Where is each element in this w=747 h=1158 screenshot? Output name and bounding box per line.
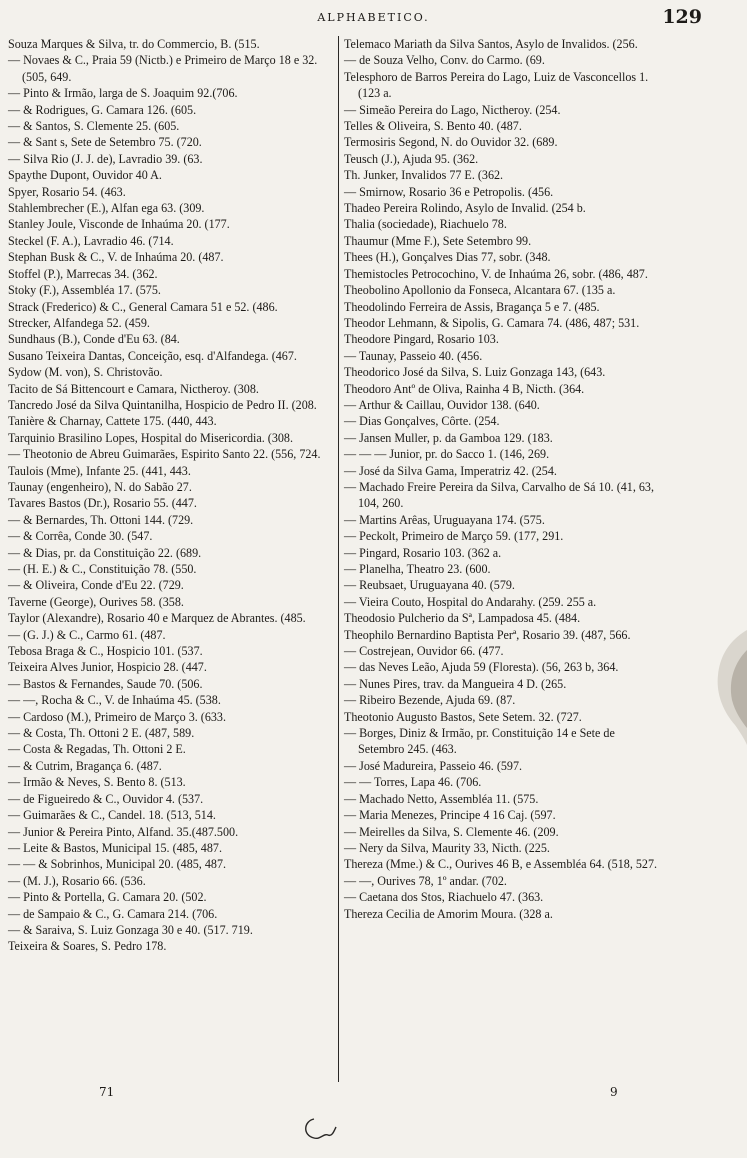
- directory-entry: — Maria Menezes, Principe 4 16 Caj. (597.: [344, 808, 556, 823]
- directory-entry: Termosiris Segond, N. do Ouvidor 32. (689.: [344, 135, 558, 150]
- directory-entry: — — — Junior, pr. do Sacco 1. (146, 269.: [344, 447, 550, 462]
- directory-entry: Sundhaus (B.), Conde d'Eu 63. (84.: [8, 332, 180, 347]
- directory-entry: — & Costa, Th. Ottoni 2 E. (487, 589.: [8, 726, 195, 741]
- directory-entry: — — & Sobrinhos, Municipal 20. (485, 487.: [8, 857, 227, 872]
- directory-entry: — de Figueiredo & C., Ouvidor 4. (537.: [8, 791, 204, 806]
- directory-entry: — Martins Arêas, Uruguayana 174. (575.: [344, 512, 545, 527]
- directory-entry: Stoky (F.), Assembléa 17. (575.: [8, 283, 161, 298]
- directory-entry: — José da Silva Gama, Imperatriz 42. (254.: [344, 463, 557, 478]
- directory-entry: — Guimarães & C., Candel. 18. (513, 514.: [8, 808, 216, 823]
- paper-stain: [690, 630, 747, 745]
- directory-entry: — Cardoso (M.), Primeiro de Março 3. (633.: [8, 709, 226, 724]
- page-number: 129: [662, 6, 702, 28]
- directory-entry: Theotonio Augusto Bastos, Sete Setem. 32. (727.: [344, 709, 582, 724]
- directory-entry: — & Bernardes, Th. Ottoni 144. (729.: [8, 512, 194, 527]
- directory-entry: Stoffel (P.), Marrecas 34. (362.: [8, 266, 158, 281]
- directory-entry: — Nunes Pires, trav. da Mangueira 4 D. (265.: [344, 676, 567, 691]
- directory-entry: Teixeira & Soares, S. Pedro 178.: [8, 939, 167, 954]
- directory-entry: — & Sant s, Sete de Setembro 75. (720.: [8, 135, 202, 150]
- directory-entry: — Machado Freire Pereira da Silva, Carvalho de Sá 10. (41, 63, 104, 260.: [344, 479, 654, 511]
- directory-entry: Thees (H.), Gonçalves Dias 77, sobr. (348.: [344, 250, 551, 265]
- directory-entry: Thereza (Mme.) & C., Ourives 46 B, e Assembléa 64. (518, 527.: [344, 857, 658, 872]
- directory-entry: Telles & Oliveira, S. Bento 40. (487.: [344, 119, 522, 134]
- directory-entry: — Meirelles da Silva, S. Clemente 46. (209.: [344, 824, 559, 839]
- directory-entry: — Dias Gonçalves, Côrte. (254.: [344, 414, 500, 429]
- directory-entry: Telesphoro de Barros Pereira do Lago, Luiz de Vasconcellos 1. (123 a.: [344, 69, 649, 101]
- directory-entry: Tavares Bastos (Dr.), Rosario 55. (447.: [8, 496, 197, 511]
- directory-entry: Theodoro Antº de Oliva, Rainha 4 B, Nicth. (364.: [344, 381, 585, 396]
- running-header: [0, 8, 747, 28]
- signature-mark-left: 71: [99, 1085, 115, 1099]
- directory-entry: Spyer, Rosario 54. (463.: [8, 184, 126, 199]
- directory-entry: — Vieira Couto, Hospital do Andarahy. (259. 255 a.: [344, 594, 597, 609]
- directory-entry: Teusch (J.), Ajuda 95. (362.: [344, 151, 479, 166]
- directory-entry: — José Madureira, Passeio 46. (597.: [344, 758, 523, 773]
- directory-entry: — de Souza Velho, Conv. do Carmo. (69.: [344, 53, 545, 68]
- directory-entry: Theophilo Bernardino Baptista Perª, Rosario 39. (487, 566.: [344, 627, 631, 642]
- signature-mark-right: 9: [610, 1085, 618, 1099]
- directory-entry: Thereza Cecilia de Amorim Moura. (328 a.: [344, 906, 553, 921]
- directory-entry: Theodore Pingard, Rosario 103.: [344, 332, 499, 347]
- directory-entry: — & Corrêa, Conde 30. (547.: [8, 529, 153, 544]
- directory-entry: — Pinto & Irmão, larga de S. Joaquim 92.(706.: [8, 86, 238, 101]
- directory-entry: Tebosa Braga & C., Hospicio 101. (537.: [8, 644, 203, 659]
- directory-entry: — de Sampaio & C., G. Camara 214. (706.: [8, 906, 218, 921]
- directory-entry: — Theotonio de Abreu Guimarães, Espirito Santo 22. (556, 724.: [8, 447, 321, 462]
- directory-entry: Tanière & Charnay, Cattete 175. (440, 443.: [8, 414, 217, 429]
- directory-entry: — & Dias, pr. da Constituição 22. (689.: [8, 545, 202, 560]
- directory-entry: — Costrejean, Ouvidor 66. (477.: [344, 644, 504, 659]
- directory-entry: — Silva Rio (J. J. de), Lavradio 39. (63.: [8, 151, 203, 166]
- ink-squiggle: [300, 1115, 340, 1143]
- directory-entry: — Machado Netto, Assembléa 11. (575.: [344, 791, 539, 806]
- directory-entry: Taunay (engenheiro), N. do Sabão 27.: [8, 479, 192, 494]
- directory-entry: — Pinto & Portella, G. Camara 20. (502.: [8, 890, 207, 905]
- directory-entry: Tancredo José da Silva Quintanilha, Hospicio de Pedro II. (208.: [8, 397, 317, 412]
- directory-entry: — Jansen Muller, p. da Gamboa 129. (183.: [344, 430, 553, 445]
- directory-entry: Susano Teixeira Dantas, Conceição, esq. d'Alfandega. (467.: [8, 348, 297, 363]
- directory-entry: — —, Ourives 78, 1º andar. (702.: [344, 873, 507, 888]
- directory-entry: — Planelha, Theatro 23. (600.: [344, 562, 491, 576]
- directory-entry: — & Oliveira, Conde d'Eu 22. (729.: [8, 578, 184, 593]
- header-title: ALPHABETICO.: [317, 11, 430, 24]
- directory-entry: Steckel (F. A.), Lavradio 46. (714.: [8, 233, 174, 248]
- directory-entry: — & Cutrim, Bragança 6. (487.: [8, 758, 162, 773]
- directory-entry: — das Neves Leão, Ajuda 59 (Floresta). (56, 263 b, 364.: [344, 660, 619, 675]
- directory-entry: — Bastos & Fernandes, Saude 70. (506.: [8, 676, 203, 691]
- directory-entry: Taylor (Alexandre), Rosario 40 e Marquez de Abrantes. (485.: [8, 611, 306, 626]
- directory-entry: — & Saraiva, S. Luiz Gonzaga 30 e 40. (517. 719.: [8, 922, 253, 937]
- directory-entry: — Taunay, Passeio 40. (456.: [344, 348, 483, 363]
- directory-entry: — Reubsaet, Uruguayana 40. (579.: [344, 578, 515, 593]
- directory-entry: Thaumur (Mme F.), Sete Setembro 99.: [344, 233, 532, 248]
- directory-entry: — Peckolt, Primeiro de Março 59. (177, 291.: [344, 529, 564, 544]
- directory-entry: — Arthur & Caillau, Ouvidor 138. (640.: [344, 397, 540, 412]
- left-column: [8, 36, 334, 955]
- directory-entry: — (M. J.), Rosario 66. (536.: [8, 873, 146, 888]
- directory-entry: — Caetana dos Stos, Riachuelo 47. (363.: [344, 890, 544, 905]
- directory-entry: Taverne (George), Ourives 58. (358.: [8, 594, 184, 609]
- directory-entry: Theodorico José da Silva, S. Luiz Gonzaga 143, (643.: [344, 365, 606, 380]
- directory-entry: Stahlembrecher (E.), Alfan ega 63. (309.: [8, 201, 205, 216]
- directory-entry: Spaythe Dupont, Ouvidor 40 A.: [8, 168, 162, 183]
- directory-entry: Strack (Frederico) & C., General Camara 51 e 52. (486.: [8, 299, 278, 314]
- directory-entry: Thalia (sociedade), Riachuelo 78.: [344, 217, 507, 232]
- directory-entry: — Junior & Pereira Pinto, Alfand. 35.(487.500.: [8, 824, 239, 839]
- directory-entry: — Pingard, Rosario 103. (362 a.: [344, 545, 502, 560]
- directory-entry: Theodosio Pulcherio da Sª, Lampadosa 45. (484.: [344, 611, 581, 626]
- directory-entry: Theobolino Apollonio da Fonseca, Alcantara 67. (135 a.: [344, 283, 616, 298]
- directory-entry: — Nery da Silva, Maurity 33, Nicth. (225.: [344, 840, 550, 855]
- directory-entry: Thadeo Pereira Rolindo, Asylo de Invalid. (254 b.: [344, 201, 586, 216]
- directory-entry: Strecker, Alfandega 52. (459.: [8, 315, 150, 330]
- directory-entry: Theodolindo Ferreira de Assis, Bragança 5 e 7. (485.: [344, 299, 600, 314]
- directory-entry: — (H. E.) & C., Constituição 78. (550.: [8, 562, 197, 576]
- directory-entry: Tacito de Sá Bittencourt e Camara, Nictheroy. (308.: [8, 381, 259, 396]
- directory-entry: Taulois (Mme), Infante 25. (441, 443.: [8, 463, 191, 478]
- directory-entry: — Simeão Pereira do Lago, Nictheroy. (254.: [344, 102, 561, 117]
- right-column: [344, 36, 662, 922]
- directory-entry: Themistocles Petrocochino, V. de Inhaúma 26, sobr. (486, 487.: [344, 266, 648, 281]
- directory-entry: — — Torres, Lapa 46. (706.: [344, 775, 482, 790]
- directory-entry: — Ribeiro Bezende, Ajuda 69. (87.: [344, 693, 516, 708]
- directory-entry: — Costa & Regadas, Th. Ottoni 2 E.: [8, 742, 186, 757]
- directory-entry: Sydow (M. von), S. Christovão.: [8, 365, 163, 380]
- directory-entry: Th. Junker, Invalidos 77 E. (362.: [344, 168, 504, 183]
- directory-entry: Teixeira Alves Junior, Hospicio 28. (447.: [8, 660, 207, 675]
- directory-entry: — Novaes & C., Praia 59 (Nictb.) e Primeiro de Março 18 e 32. (505, 649.: [8, 53, 318, 84]
- directory-entry: — —, Rocha & C., V. de Inhaúma 45. (538.: [8, 693, 221, 708]
- directory-entry: — (G. J.) & C., Carmo 61. (487.: [8, 627, 166, 642]
- directory-entry: — Smirnow, Rosario 36 e Petropolis. (456.: [344, 184, 554, 199]
- directory-entry: Tarquinio Brasilino Lopes, Hospital do Misericordia. (308.: [8, 430, 293, 445]
- directory-entry: — Irmão & Neves, S. Bento 8. (513.: [8, 775, 186, 790]
- directory-entry: — Borges, Diniz & Irmão, pr. Constituição 14 e Sete de Setembro 245. (463.: [344, 726, 615, 757]
- directory-entry: Souza Marques & Silva, tr. do Commercio, B. (515.: [8, 37, 260, 51]
- directory-entry: Telemaco Mariath da Silva Santos, Asylo de Invalidos. (256.: [344, 37, 638, 51]
- column-divider: [338, 36, 339, 1082]
- directory-entry: Stephan Busk & C., V. de Inhaúma 20. (487.: [8, 250, 224, 265]
- directory-entry: — & Rodrigues, G. Camara 126. (605.: [8, 102, 197, 117]
- directory-entry: Stanley Joule, Visconde de Inhaúma 20. (177.: [8, 217, 230, 232]
- directory-entry: Theodor Lehmann, & Sipolis, G. Camara 74. (486, 487; 531.: [344, 315, 640, 330]
- directory-entry: — & Santos, S. Clemente 25. (605.: [8, 119, 180, 134]
- directory-entry: — Leite & Bastos, Municipal 15. (485, 487.: [8, 840, 222, 855]
